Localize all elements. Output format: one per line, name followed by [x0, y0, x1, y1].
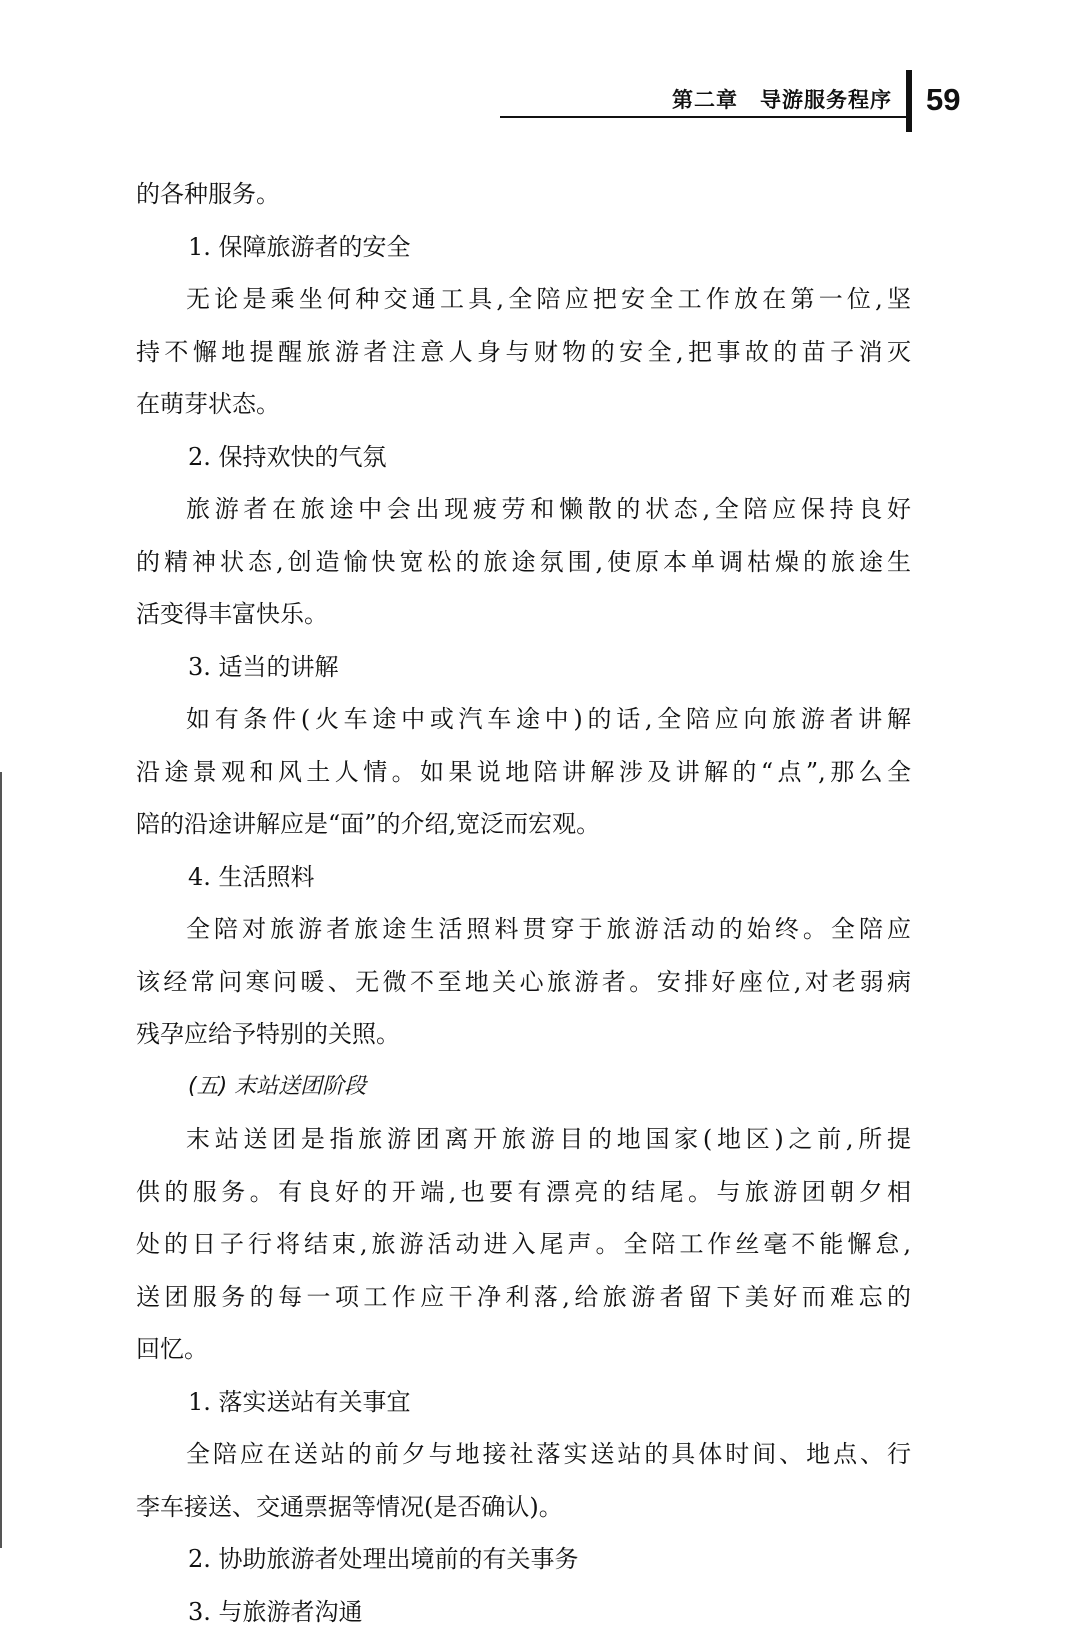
paragraph-line: 旅游者在旅途中会出现疲劳和懒散的状态,全陪应保持良好 [136, 483, 911, 536]
paragraph-line: 该经常问寒问暖、无微不至地关心旅游者。安排好座位,对老弱病 [136, 956, 911, 1009]
header-rule [500, 116, 910, 118]
paragraph-line: 全陪对旅游者旅途生活照料贯穿于旅游活动的始终。全陪应 [136, 903, 911, 956]
page-number: 59 [926, 82, 960, 118]
paragraph-line: 处的日子行将结束,旅游活动进入尾声。全陪工作丝毫不能懈怠, [136, 1218, 911, 1271]
paragraph-line: 李车接送、交通票据等情况(是否确认)。 [136, 1481, 911, 1534]
paragraph-line: 在萌芽状态。 [136, 378, 911, 431]
paragraph-line: 如有条件(火车途中或汽车途中)的话,全陪应向旅游者讲解 [136, 693, 911, 746]
paragraph-line: 活变得丰富快乐。 [136, 588, 911, 641]
numbered-heading: 3. 适当的讲解 [136, 641, 911, 694]
paragraph-line: 供的服务。有良好的开端,也要有漂亮的结尾。与旅游团朝夕相 [136, 1166, 911, 1219]
paragraph-line: 持不懈地提醒旅游者注意人身与财物的安全,把事故的苗子消灭 [136, 326, 911, 379]
text-line: 的各种服务。 [136, 168, 911, 221]
running-header [500, 80, 910, 120]
paragraph-line: 陪的沿途讲解应是“面”的介绍,宽泛而宏观。 [136, 798, 911, 851]
numbered-heading: 3. 与旅游者沟通 [136, 1586, 911, 1638]
paragraph-line: 的精神状态,创造愉快宽松的旅途氛围,使原本单调枯燥的旅途生 [136, 536, 911, 589]
chapter-title: 第二章 导游服务程序 [672, 84, 892, 114]
paragraph-line: 残孕应给予特别的关照。 [136, 1008, 911, 1061]
numbered-heading: 4. 生活照料 [136, 851, 911, 904]
scan-edge-line [0, 772, 2, 1548]
paragraph-line: 回忆。 [136, 1323, 911, 1376]
paragraph-line: 末站送团是指旅游团离开旅游目的地国家(地区)之前,所提 [136, 1113, 911, 1166]
paragraph-line: 无论是乘坐何种交通工具,全陪应把安全工作放在第一位,坚 [136, 273, 911, 326]
paragraph-line: 全陪应在送站的前夕与地接社落实送站的具体时间、地点、行 [136, 1428, 911, 1481]
section-heading: (五) 末站送团阶段 [136, 1061, 911, 1114]
numbered-heading: 2. 保持欢快的气氛 [136, 431, 911, 484]
header-vertical-bar [906, 70, 912, 132]
numbered-heading: 1. 保障旅游者的安全 [136, 221, 911, 274]
paragraph-line: 沿途景观和风土人情。如果说地陪讲解涉及讲解的“点”,那么全 [136, 746, 911, 799]
body-text [136, 168, 911, 1638]
numbered-heading: 2. 协助旅游者处理出境前的有关事务 [136, 1533, 911, 1586]
numbered-heading: 1. 落实送站有关事宜 [136, 1376, 911, 1429]
paragraph-line: 送团服务的每一项工作应干净利落,给旅游者留下美好而难忘的 [136, 1271, 911, 1324]
